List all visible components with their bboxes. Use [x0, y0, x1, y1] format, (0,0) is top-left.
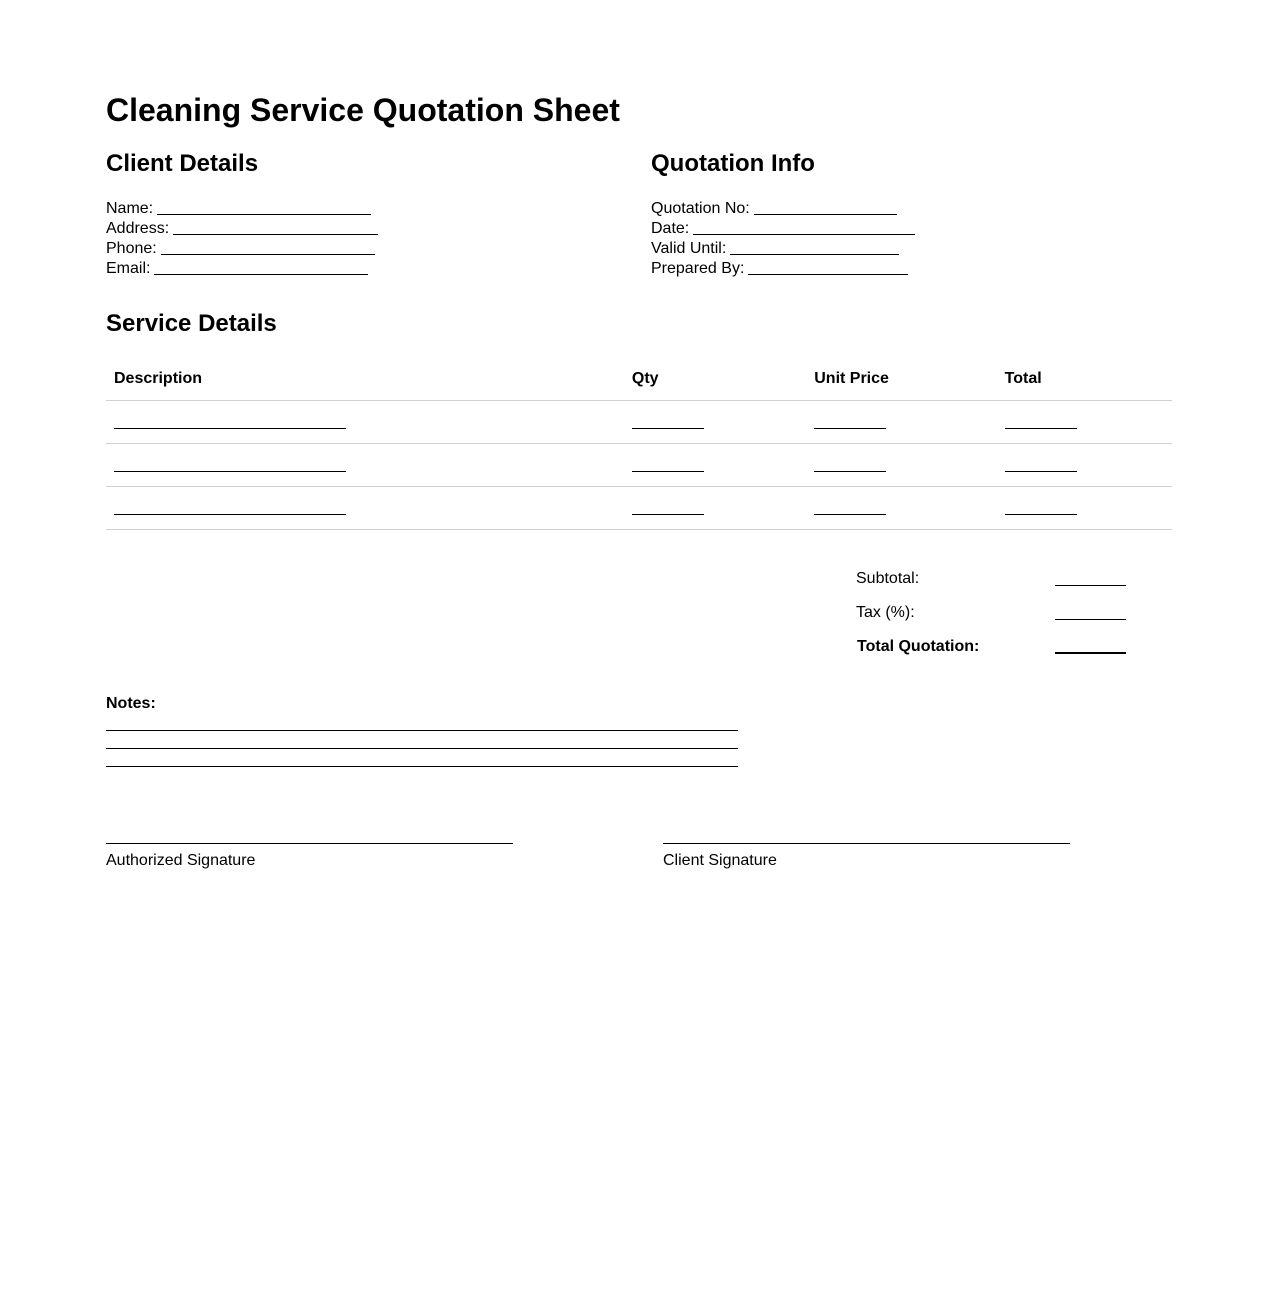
description-cell [106, 401, 624, 444]
totals-section [856, 566, 1156, 668]
description-field[interactable] [114, 502, 346, 515]
prepared-by-row [651, 258, 1171, 278]
quotation-info-heading: Quotation Info [651, 150, 815, 177]
total-cell [997, 444, 1172, 487]
client-name-row [106, 198, 626, 218]
qty-cell [624, 487, 806, 530]
quotation-info-section [651, 150, 1171, 278]
total-cell [997, 401, 1172, 444]
table-row [106, 401, 1172, 444]
qty-field[interactable] [632, 459, 704, 472]
client-phone-field[interactable] [161, 240, 375, 255]
client-phone-label: Phone: [106, 240, 157, 257]
description-cell [106, 444, 624, 487]
subtotal-field[interactable] [1055, 585, 1126, 586]
notes-line-2[interactable] [106, 731, 738, 749]
notes-label: Notes: [106, 695, 156, 712]
total-quotation-label: Total Quotation: [857, 638, 980, 655]
total-quotation-row [856, 634, 1156, 668]
quotation-no-field[interactable] [754, 200, 897, 215]
quotation-no-row [651, 198, 1171, 218]
client-email-label: Email: [106, 260, 151, 277]
column-header-unit-price: Unit Price [806, 358, 996, 401]
client-address-row [106, 218, 626, 238]
description-cell [106, 487, 624, 530]
service-details-table [106, 358, 1172, 530]
total-field[interactable] [1005, 502, 1077, 515]
client-details-section [106, 150, 626, 278]
table-header-row [106, 358, 1172, 401]
client-signature-label: Client Signature [663, 852, 777, 869]
column-header-total: Total [997, 358, 1172, 401]
unit-price-cell [806, 401, 996, 444]
tax-row [856, 600, 1156, 634]
client-email-field[interactable] [154, 260, 368, 275]
qty-field[interactable] [632, 502, 704, 515]
client-name-field[interactable] [157, 200, 371, 215]
client-phone-row [106, 238, 626, 258]
total-cell [997, 487, 1172, 530]
valid-until-row [651, 238, 1171, 258]
description-field[interactable] [114, 459, 346, 472]
client-address-label: Address: [106, 220, 170, 237]
unit-price-cell [806, 487, 996, 530]
client-details-heading: Client Details [106, 150, 259, 177]
total-field[interactable] [1005, 459, 1077, 472]
client-field-list [106, 198, 626, 278]
client-name-label: Name: [106, 200, 154, 217]
quotation-date-field[interactable] [693, 220, 915, 235]
total-quotation-field[interactable] [1055, 652, 1126, 654]
qty-cell [624, 401, 806, 444]
total-field[interactable] [1005, 416, 1077, 429]
valid-until-label: Valid Until: [651, 240, 727, 257]
authorized-signature-block [106, 843, 513, 870]
document-title: Cleaning Service Quotation Sheet [106, 92, 620, 128]
quotation-date-row [651, 218, 1171, 238]
column-header-description: Description [106, 358, 624, 401]
notes-line-1[interactable] [106, 713, 738, 731]
tax-field[interactable] [1055, 619, 1126, 620]
notes-section [106, 695, 738, 767]
client-address-field[interactable] [173, 220, 378, 235]
authorized-signature-label: Authorized Signature [106, 852, 256, 869]
quotation-field-list [651, 198, 1171, 278]
table-row [106, 487, 1172, 530]
unit-price-cell [806, 444, 996, 487]
description-field[interactable] [114, 416, 346, 429]
prepared-by-field[interactable] [748, 260, 908, 275]
subtotal-label: Subtotal: [856, 570, 920, 587]
client-signature-line[interactable] [663, 843, 1070, 844]
valid-until-field[interactable] [730, 240, 899, 255]
quotation-date-label: Date: [651, 220, 690, 237]
unit-price-field[interactable] [814, 502, 886, 515]
authorized-signature-line[interactable] [106, 843, 513, 844]
client-email-row [106, 258, 626, 278]
notes-line-3[interactable] [106, 749, 738, 767]
column-header-qty: Qty [624, 358, 806, 401]
table-row [106, 444, 1172, 487]
client-signature-block [663, 843, 1070, 870]
unit-price-field[interactable] [814, 416, 886, 429]
qty-cell [624, 444, 806, 487]
qty-field[interactable] [632, 416, 704, 429]
service-details-heading: Service Details [106, 310, 277, 337]
quotation-no-label: Quotation No: [651, 200, 750, 217]
unit-price-field[interactable] [814, 459, 886, 472]
prepared-by-label: Prepared By: [651, 260, 745, 277]
tax-label: Tax (%): [856, 604, 915, 621]
subtotal-row [856, 566, 1156, 600]
